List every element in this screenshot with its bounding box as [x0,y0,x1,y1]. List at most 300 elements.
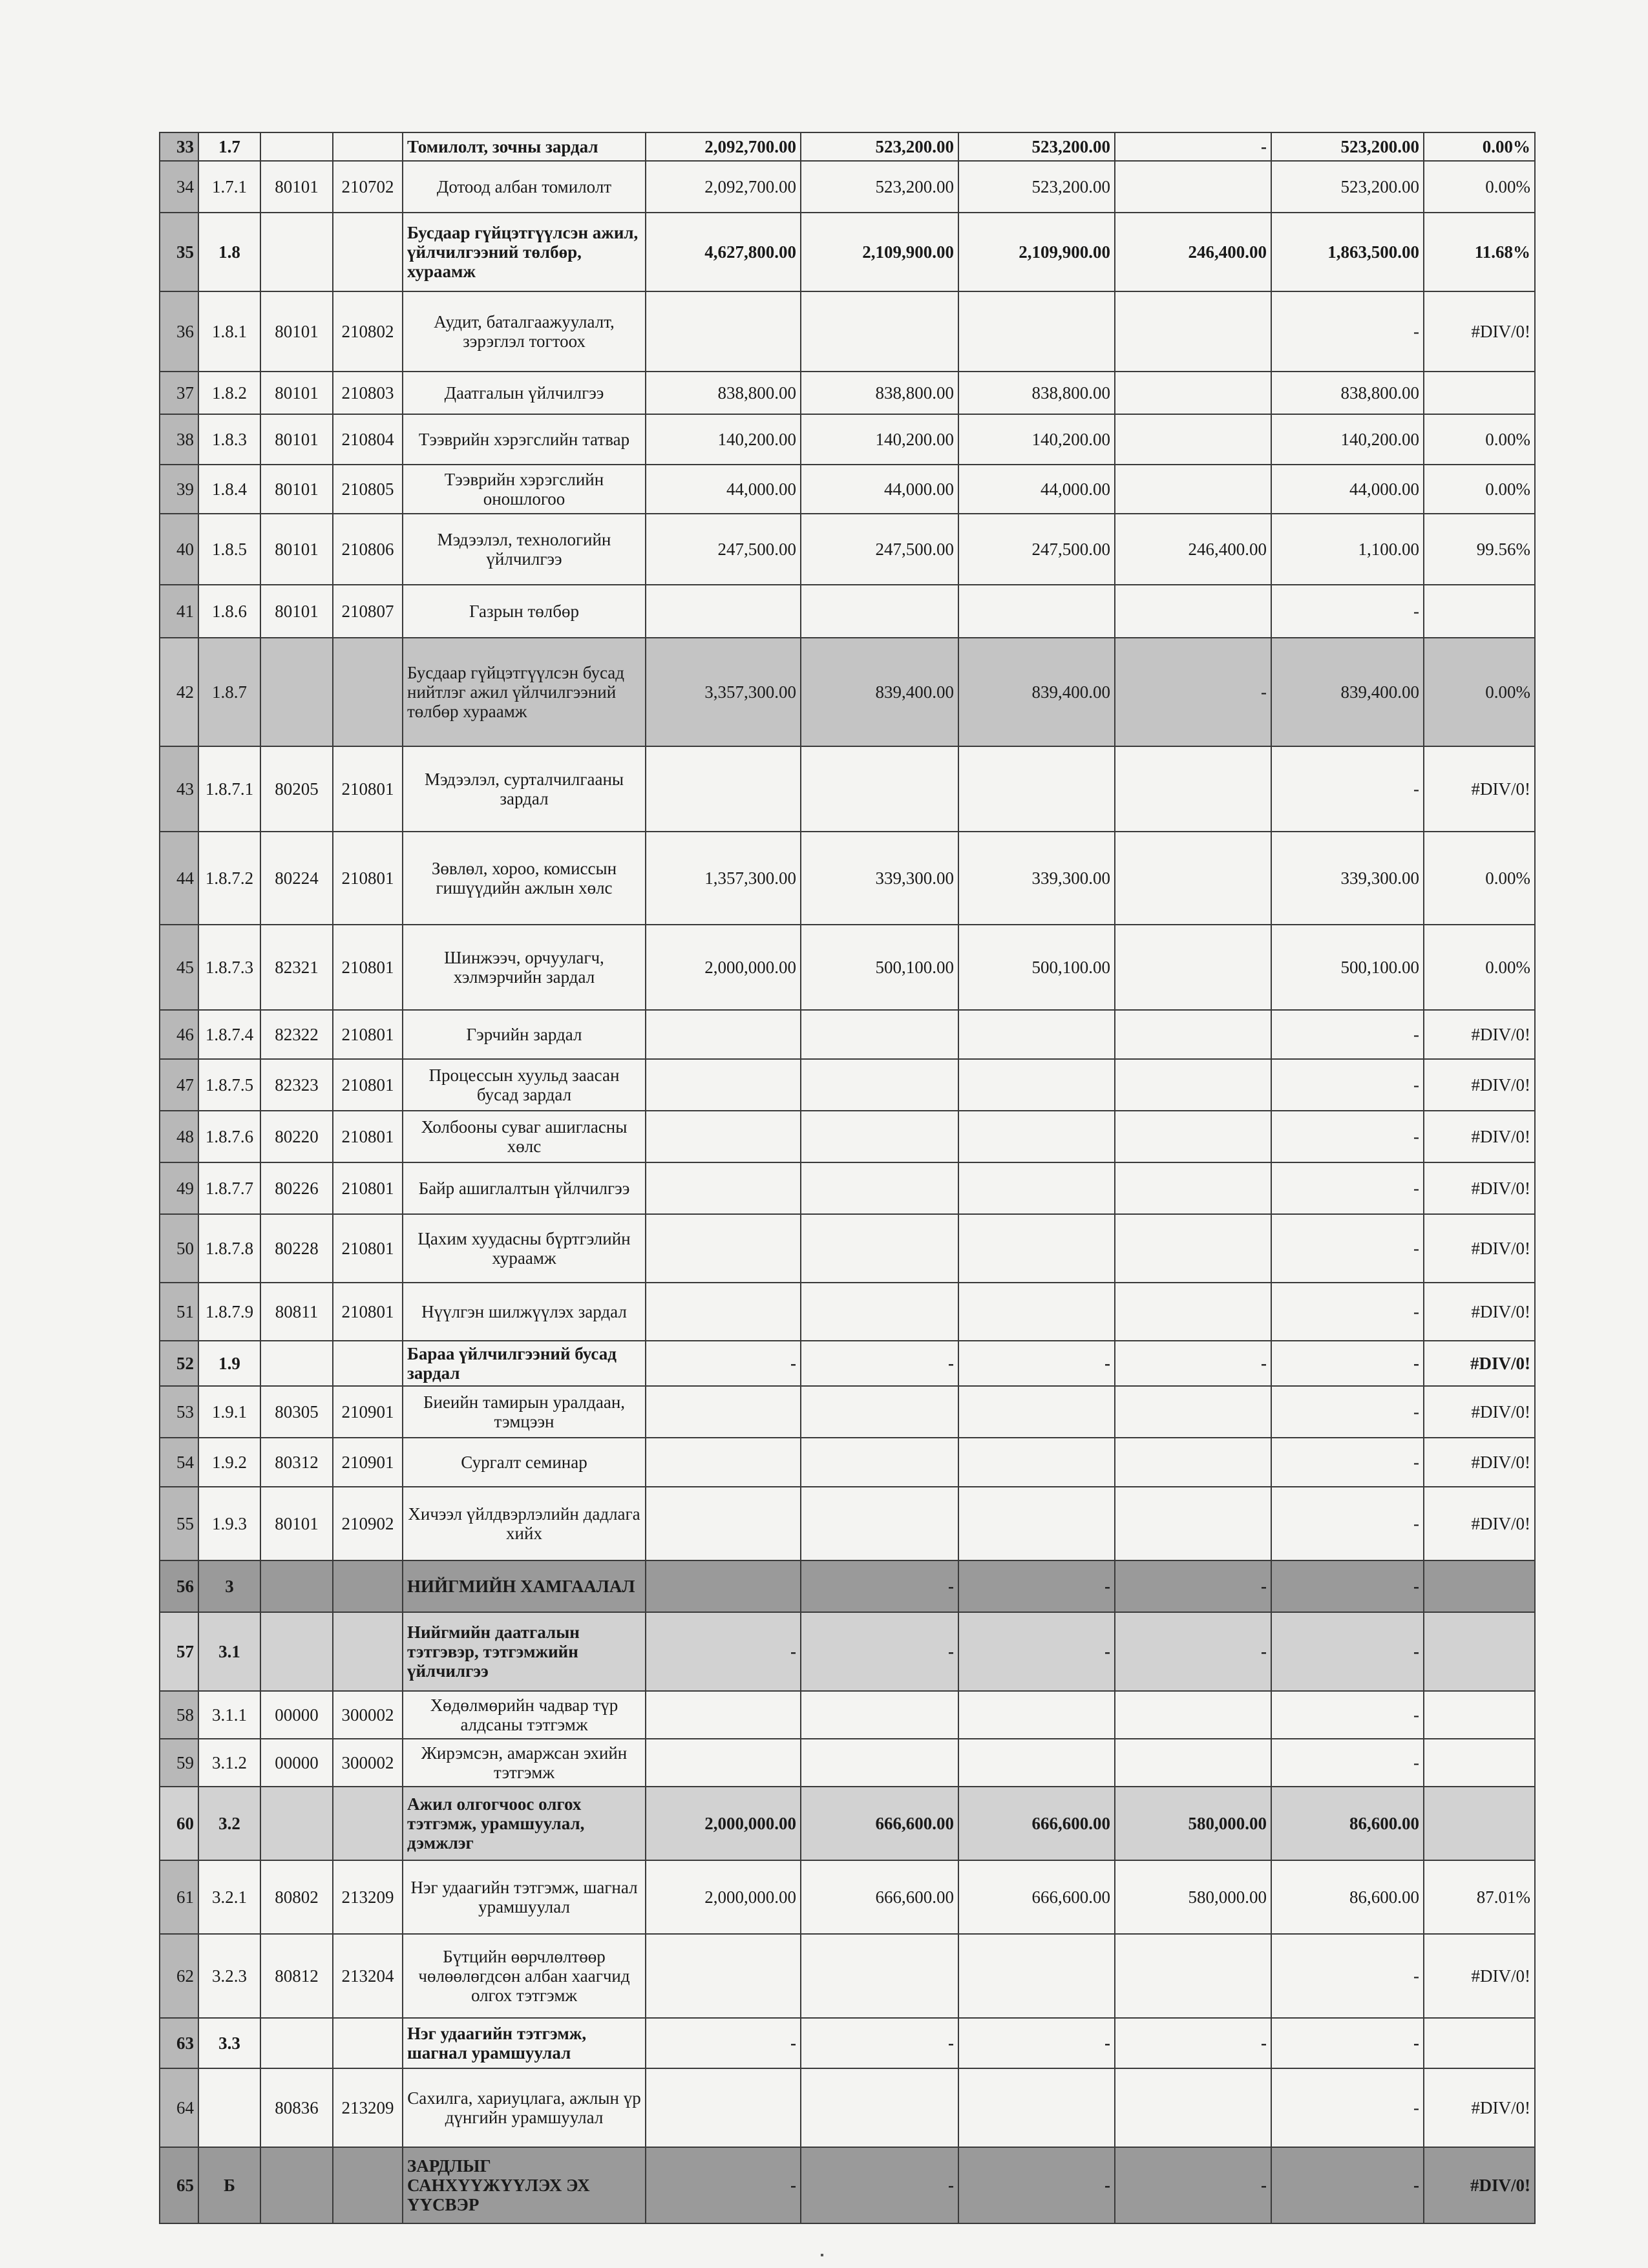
percent-cell [1424,2018,1535,2068]
item-code-cell: 1.8.1 [198,291,260,372]
table-row [160,1386,1535,1438]
row-number-cell: 48 [160,1111,198,1162]
row-number-cell: 57 [160,1612,198,1691]
item-name-cell: Мэдээлэл, сурталчилгааны зардал [403,746,646,832]
row-number-cell: 52 [160,1341,198,1386]
table-row [160,1341,1535,1386]
annual-plan-cell [646,1691,801,1739]
annual-plan-cell: 2,000,000.00 [646,1787,801,1860]
item-code-cell: 1.8.7.5 [198,1059,260,1111]
annual-plan-cell: 2,092,700.00 [646,132,801,161]
financed-amount-cell [958,1386,1115,1438]
table-row [160,1438,1535,1487]
difference-amount-cell: - [1271,1487,1424,1560]
table-row [160,1214,1535,1283]
classification-code-cell: 210801 [333,925,403,1010]
performance-amount-cell [1115,2068,1271,2147]
difference-amount-cell: - [1271,1934,1424,2018]
financed-amount-cell: 666,600.00 [958,1860,1115,1934]
performance-amount-cell: - [1115,1612,1271,1691]
item-code-cell: 1.8.5 [198,514,260,585]
percent-cell: 11.68% [1424,213,1535,291]
financed-amount-cell: - [958,1341,1115,1386]
table-row [160,746,1535,832]
row-number-cell: 38 [160,414,198,465]
performance-amount-cell: - [1115,2018,1271,2068]
row-number-cell: 45 [160,925,198,1010]
annual-plan-cell [646,1386,801,1438]
table-row [160,1860,1535,1934]
classification-code-cell: 210806 [333,514,403,585]
item-name-cell: Мэдээлэл, технологийн үйлчилгээ [403,514,646,585]
row-number-cell: 59 [160,1739,198,1787]
item-code-cell: 3.2.1 [198,1860,260,1934]
item-name-cell: Газрын төлбөр [403,585,646,638]
difference-amount-cell: - [1271,1162,1424,1214]
difference-amount-cell: 1,863,500.00 [1271,213,1424,291]
difference-amount-cell: - [1271,1560,1424,1612]
period-plan-cell: - [801,1560,958,1612]
classification-code-cell: 213209 [333,1860,403,1934]
annual-plan-cell [646,1059,801,1111]
percent-cell: 0.00% [1424,161,1535,213]
annual-plan-cell [646,2068,801,2147]
table-row [160,2068,1535,2147]
financed-amount-cell [958,1691,1115,1739]
table-row [160,1691,1535,1739]
financed-amount-cell: 339,300.00 [958,832,1115,925]
item-name-cell: Ажил олгогчоос олгох тэтгэмж, урамшуулал, дэмжлэг [403,1787,646,1860]
economic-code-cell: 80101 [260,161,333,213]
percent-cell [1424,1739,1535,1787]
row-number-cell: 37 [160,372,198,414]
classification-code-cell [333,2018,403,2068]
item-name-cell: Бүтцийн өөрчлөлтөөр чөлөөлөгдсөн албан хаагчид олгох тэтгэмж [403,1934,646,2018]
item-name-cell: Сургалт семинар [403,1438,646,1487]
item-code-cell: 1.8.4 [198,465,260,514]
item-code-cell: 1.8.3 [198,414,260,465]
percent-cell: #DIV/0! [1424,1386,1535,1438]
classification-code-cell: 210901 [333,1438,403,1487]
row-number-cell: 65 [160,2147,198,2223]
table-body [160,132,1535,2223]
financed-amount-cell [958,585,1115,638]
performance-amount-cell [1115,1214,1271,1283]
table-row [160,213,1535,291]
annual-plan-cell [646,1934,801,2018]
percent-cell: #DIV/0! [1424,2147,1535,2223]
table-row [160,161,1535,213]
row-number-cell: 34 [160,161,198,213]
annual-plan-cell: 1,357,300.00 [646,832,801,925]
period-plan-cell [801,1059,958,1111]
classification-code-cell: 210801 [333,1010,403,1059]
item-code-cell: 1.8.7.1 [198,746,260,832]
annual-plan-cell: 2,092,700.00 [646,161,801,213]
difference-amount-cell: - [1271,1111,1424,1162]
annual-plan-cell [646,1487,801,1560]
period-plan-cell: - [801,1612,958,1691]
difference-amount-cell: - [1271,291,1424,372]
financed-amount-cell [958,1934,1115,2018]
difference-amount-cell: 1,100.00 [1271,514,1424,585]
percent-cell [1424,585,1535,638]
economic-code-cell: 80226 [260,1162,333,1214]
economic-code-cell [260,638,333,746]
period-plan-cell [801,746,958,832]
item-name-cell: Хичээл үйлдвэрлэлийн дадлага хийх [403,1487,646,1560]
annual-plan-cell [646,1010,801,1059]
period-plan-cell: 839,400.00 [801,638,958,746]
table-row [160,1283,1535,1341]
table-row [160,1162,1535,1214]
item-name-cell: Зөвлөл, хороо, комиссын гишүүдийн ажлын хөлс [403,832,646,925]
performance-amount-cell [1115,414,1271,465]
item-code-cell: 1.8.7.4 [198,1010,260,1059]
table-row [160,585,1535,638]
annual-plan-cell [646,1438,801,1487]
percent-cell: 87.01% [1424,1860,1535,1934]
item-code-cell: 3.2 [198,1787,260,1860]
period-plan-cell: - [801,2018,958,2068]
performance-amount-cell [1115,1438,1271,1487]
performance-amount-cell [1115,161,1271,213]
percent-cell: 0.00% [1424,414,1535,465]
table-row [160,2018,1535,2068]
economic-code-cell [260,132,333,161]
financed-amount-cell: 523,200.00 [958,132,1115,161]
financed-amount-cell: 2,109,900.00 [958,213,1115,291]
item-name-cell: Нэг удаагийн тэтгэмж, шагнал урамшуулал [403,1860,646,1934]
economic-code-cell: 80101 [260,291,333,372]
financed-amount-cell [958,1739,1115,1787]
economic-code-cell: 80812 [260,1934,333,2018]
difference-amount-cell: 523,200.00 [1271,132,1424,161]
difference-amount-cell: 86,600.00 [1271,1860,1424,1934]
percent-cell: #DIV/0! [1424,1111,1535,1162]
row-number-cell: 36 [160,291,198,372]
performance-amount-cell [1115,1010,1271,1059]
annual-plan-cell: - [646,1612,801,1691]
classification-code-cell [333,638,403,746]
item-name-cell: Хөдөлмөрийн чадвар түр алдсаны тэтгэмж [403,1691,646,1739]
item-name-cell: Бусдаар гүйцэтгүүлсэн бусад нийтлэг ажил үйлчилгээний төлбөр хураамж [403,638,646,746]
period-plan-cell: 666,600.00 [801,1787,958,1860]
economic-code-cell: 80101 [260,585,333,638]
percent-cell: #DIV/0! [1424,1283,1535,1341]
classification-code-cell: 210807 [333,585,403,638]
period-plan-cell: 838,800.00 [801,372,958,414]
row-number-cell: 53 [160,1386,198,1438]
percent-cell [1424,372,1535,414]
performance-amount-cell [1115,1934,1271,2018]
period-plan-cell [801,1691,958,1739]
item-name-cell: Тээврийн хэрэгслийн оношлогоо [403,465,646,514]
economic-code-cell: 80802 [260,1860,333,1934]
economic-code-cell [260,1560,333,1612]
performance-amount-cell [1115,1111,1271,1162]
row-number-cell: 56 [160,1560,198,1612]
row-number-cell: 60 [160,1787,198,1860]
difference-amount-cell: - [1271,1010,1424,1059]
difference-amount-cell: - [1271,1341,1424,1386]
annual-plan-cell [646,746,801,832]
classification-code-cell [333,2147,403,2223]
economic-code-cell: 82323 [260,1059,333,1111]
annual-plan-cell: 44,000.00 [646,465,801,514]
performance-amount-cell [1115,1059,1271,1111]
row-number-cell: 33 [160,132,198,161]
difference-amount-cell: - [1271,1059,1424,1111]
classification-code-cell: 210702 [333,161,403,213]
item-name-cell: Шинжээч, орчуулагч, хэлмэрчийн зардал [403,925,646,1010]
table-row [160,832,1535,925]
period-plan-cell [801,1487,958,1560]
annual-plan-cell: 2,000,000.00 [646,925,801,1010]
economic-code-cell: 80836 [260,2068,333,2147]
period-plan-cell: 523,200.00 [801,161,958,213]
difference-amount-cell: 339,300.00 [1271,832,1424,925]
economic-code-cell: 80305 [260,1386,333,1438]
item-code-cell: 1.8.7.6 [198,1111,260,1162]
annual-plan-cell [646,1162,801,1214]
table-row [160,132,1535,161]
period-plan-cell: 140,200.00 [801,414,958,465]
table-row [160,1487,1535,1560]
economic-code-cell [260,1612,333,1691]
performance-amount-cell [1115,832,1271,925]
period-plan-cell [801,1739,958,1787]
economic-code-cell: 80101 [260,514,333,585]
annual-plan-cell [646,1214,801,1283]
table-row [160,414,1535,465]
row-number-cell: 63 [160,2018,198,2068]
financed-amount-cell [958,1283,1115,1341]
economic-code-cell: 80228 [260,1214,333,1283]
annual-plan-cell: 2,000,000.00 [646,1860,801,1934]
row-number-cell: 54 [160,1438,198,1487]
performance-amount-cell: 246,400.00 [1115,514,1271,585]
difference-amount-cell: 44,000.00 [1271,465,1424,514]
item-name-cell: Нийгмийн даатгалын тэтгэвэр, тэтгэмжийн үйлчилгээ [403,1612,646,1691]
row-number-cell: 46 [160,1010,198,1059]
financed-amount-cell: 838,800.00 [958,372,1115,414]
economic-code-cell: 80224 [260,832,333,925]
row-number-cell: 51 [160,1283,198,1341]
row-number-cell: 35 [160,213,198,291]
economic-code-cell: 80101 [260,1487,333,1560]
item-name-cell: Бусдаар гүйцэтгүүлсэн ажил, үйлчилгээний төлбөр, хураамж [403,213,646,291]
item-code-cell: 1.9.1 [198,1386,260,1438]
item-name-cell: Томилолт, зочны зардал [403,132,646,161]
financed-amount-cell [958,291,1115,372]
difference-amount-cell: - [1271,2018,1424,2068]
item-code-cell: 1.8.2 [198,372,260,414]
annual-plan-cell [646,1739,801,1787]
economic-code-cell: 00000 [260,1739,333,1787]
period-plan-cell: 44,000.00 [801,465,958,514]
difference-amount-cell: 86,600.00 [1271,1787,1424,1860]
classification-code-cell [333,1341,403,1386]
classification-code-cell: 210804 [333,414,403,465]
performance-amount-cell [1115,291,1271,372]
item-name-cell: Нэг удаагийн тэтгэмж, шагнал урамшуулал [403,2018,646,2068]
table-row [160,638,1535,746]
item-name-cell: Биеийн тамирын уралдаан, тэмцээн [403,1386,646,1438]
item-code-cell [198,2068,260,2147]
period-plan-cell [801,1214,958,1283]
table-row [160,1010,1535,1059]
row-number-cell: 39 [160,465,198,514]
percent-cell [1424,1612,1535,1691]
classification-code-cell: 213209 [333,2068,403,2147]
item-name-cell: Гэрчийн зардал [403,1010,646,1059]
table-row [160,1934,1535,2018]
annual-plan-cell: 4,627,800.00 [646,213,801,291]
item-code-cell: 1.9.3 [198,1487,260,1560]
percent-cell: #DIV/0! [1424,1487,1535,1560]
difference-amount-cell: - [1271,1739,1424,1787]
economic-code-cell: 80101 [260,465,333,514]
performance-amount-cell [1115,1283,1271,1341]
item-name-cell: Бараа үйлчилгээний бусад зардал [403,1341,646,1386]
percent-cell: #DIV/0! [1424,1934,1535,2018]
performance-amount-cell [1115,746,1271,832]
table-row [160,1560,1535,1612]
performance-amount-cell: 580,000.00 [1115,1787,1271,1860]
percent-cell: 0.00% [1424,832,1535,925]
percent-cell: #DIV/0! [1424,1059,1535,1111]
annual-plan-cell: 140,200.00 [646,414,801,465]
classification-code-cell: 210801 [333,1283,403,1341]
row-number-cell: 55 [160,1487,198,1560]
classification-code-cell [333,1612,403,1691]
economic-code-cell [260,213,333,291]
item-code-cell: 1.8.6 [198,585,260,638]
period-plan-cell [801,1010,958,1059]
item-code-cell: 3.3 [198,2018,260,2068]
difference-amount-cell: - [1271,2147,1424,2223]
financed-amount-cell [958,1010,1115,1059]
difference-amount-cell: - [1271,1612,1424,1691]
period-plan-cell [801,585,958,638]
economic-code-cell: 80101 [260,414,333,465]
financed-amount-cell [958,1111,1115,1162]
percent-cell [1424,1787,1535,1860]
annual-plan-cell: 247,500.00 [646,514,801,585]
annual-plan-cell [646,1560,801,1612]
difference-amount-cell: 523,200.00 [1271,161,1424,213]
economic-code-cell: 80101 [260,372,333,414]
period-plan-cell [801,291,958,372]
classification-code-cell: 210801 [333,1214,403,1283]
classification-code-cell: 210801 [333,1059,403,1111]
financed-amount-cell: 140,200.00 [958,414,1115,465]
item-code-cell: 3.2.3 [198,1934,260,2018]
percent-cell: #DIV/0! [1424,1162,1535,1214]
financed-amount-cell [958,1487,1115,1560]
item-code-cell: 1.9 [198,1341,260,1386]
annual-plan-cell: 838,800.00 [646,372,801,414]
item-code-cell: 1.8.7 [198,638,260,746]
classification-code-cell: 210801 [333,746,403,832]
performance-amount-cell: 580,000.00 [1115,1860,1271,1934]
period-plan-cell: 2,109,900.00 [801,213,958,291]
item-code-cell: 1.8.7.9 [198,1283,260,1341]
classification-code-cell: 210805 [333,465,403,514]
item-name-cell: Жирэмсэн, амаржсан эхийн тэтгэмж [403,1739,646,1787]
economic-code-cell [260,1787,333,1860]
performance-amount-cell [1115,1691,1271,1739]
period-plan-cell: 339,300.00 [801,832,958,925]
difference-amount-cell: - [1271,1214,1424,1283]
economic-code-cell: 80312 [260,1438,333,1487]
classification-code-cell [333,132,403,161]
performance-amount-cell [1115,1739,1271,1787]
percent-cell: #DIV/0! [1424,2068,1535,2147]
item-name-cell: Нүүлгэн шилжүүлэх зардал [403,1283,646,1341]
period-plan-cell: 247,500.00 [801,514,958,585]
annual-plan-cell [646,1111,801,1162]
row-number-cell: 41 [160,585,198,638]
item-code-cell: 1.8.7.2 [198,832,260,925]
item-code-cell: 3.1.2 [198,1739,260,1787]
table-row [160,1612,1535,1691]
period-plan-cell: - [801,1341,958,1386]
item-code-cell: 1.8.7.7 [198,1162,260,1214]
percent-cell: #DIV/0! [1424,1341,1535,1386]
period-plan-cell: 666,600.00 [801,1860,958,1934]
performance-amount-cell [1115,1386,1271,1438]
classification-code-cell: 210901 [333,1386,403,1438]
row-number-cell: 42 [160,638,198,746]
item-name-cell: Даатгалын үйлчилгээ [403,372,646,414]
classification-code-cell: 213204 [333,1934,403,2018]
annual-plan-cell: - [646,2018,801,2068]
economic-code-cell [260,2018,333,2068]
row-number-cell: 64 [160,2068,198,2147]
difference-amount-cell: 500,100.00 [1271,925,1424,1010]
performance-amount-cell [1115,585,1271,638]
economic-code-cell: 80220 [260,1111,333,1162]
annual-plan-cell: - [646,1341,801,1386]
difference-amount-cell: - [1271,1691,1424,1739]
financed-amount-cell: 523,200.00 [958,161,1115,213]
scan-speck [821,2254,823,2256]
difference-amount-cell: 839,400.00 [1271,638,1424,746]
item-code-cell: 1.8.7.3 [198,925,260,1010]
row-number-cell: 40 [160,514,198,585]
item-name-cell: Холбооны суваг ашигласны хөлс [403,1111,646,1162]
financed-amount-cell: - [958,1560,1115,1612]
percent-cell: 0.00% [1424,132,1535,161]
percent-cell: #DIV/0! [1424,746,1535,832]
financed-amount-cell [958,1162,1115,1214]
item-name-cell: Цахим хуудасны бүртгэлийн хураамж [403,1214,646,1283]
percent-cell: 0.00% [1424,638,1535,746]
economic-code-cell: 80811 [260,1283,333,1341]
classification-code-cell [333,213,403,291]
period-plan-cell [801,2068,958,2147]
row-number-cell: 47 [160,1059,198,1111]
item-name-cell: Тээврийн хэрэгслийн татвар [403,414,646,465]
period-plan-cell: 500,100.00 [801,925,958,1010]
difference-amount-cell: - [1271,1438,1424,1487]
item-code-cell: 1.9.2 [198,1438,260,1487]
period-plan-cell [801,1111,958,1162]
performance-amount-cell [1115,1487,1271,1560]
performance-amount-cell [1115,372,1271,414]
